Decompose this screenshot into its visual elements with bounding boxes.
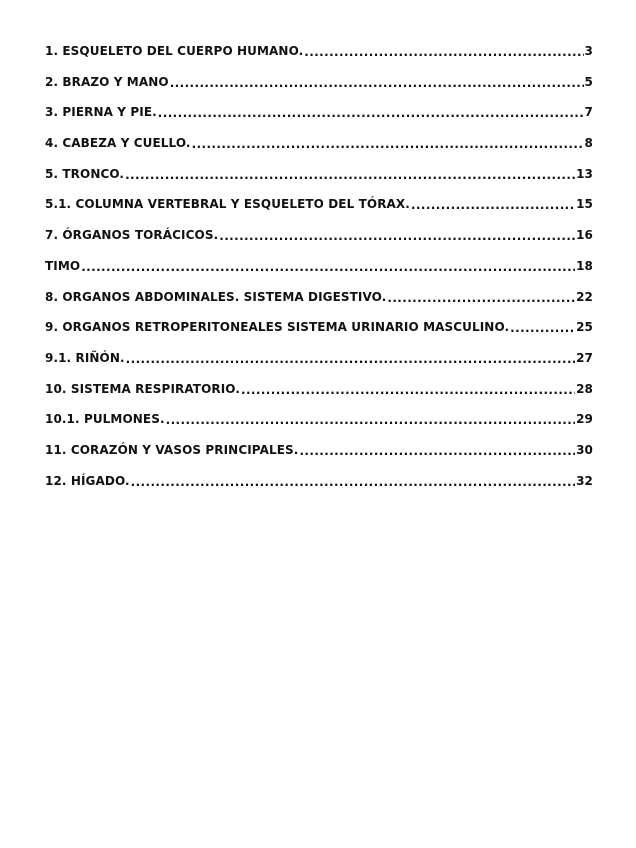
toc-page-number: 16 [576, 228, 593, 243]
toc-entry-title: 1. ESQUELETO DEL CUERPO HUMANO. [45, 44, 304, 58]
toc-dot-leader [192, 137, 584, 151]
toc-entry[interactable] [45, 75, 593, 106]
toc-entry-title: TIMO [45, 258, 81, 273]
toc-entry[interactable] [45, 290, 593, 321]
toc-page-number: 8 [584, 136, 593, 151]
toc-entry[interactable] [45, 228, 593, 259]
toc-entry-title: 12. HÍGADO. [45, 473, 130, 488]
toc-entry-title: 8. ORGANOS ABDOMINALES. SISTEMA DIGESTIVO. [45, 289, 387, 304]
toc-page-number: 7 [584, 105, 593, 120]
toc-entry[interactable] [45, 351, 593, 382]
toc-entry-title: 5.1. COLUMNA VERTEBRAL Y ESQUELETO DEL TÓRAX. [45, 197, 410, 212]
toc-dot-leader [304, 45, 583, 59]
toc-page-number: 3 [584, 44, 593, 58]
toc-dot-leader [411, 198, 575, 212]
toc-page-number: 32 [576, 473, 593, 488]
toc-entry-title: 10. SISTEMA RESPIRATORIO. [45, 381, 240, 396]
toc-dot-leader [126, 352, 575, 366]
toc-entry[interactable] [45, 382, 593, 413]
toc-dot-leader [125, 168, 575, 182]
toc-dot-leader [158, 106, 584, 120]
toc-dot-leader [241, 383, 575, 397]
toc-entry[interactable] [45, 105, 593, 136]
toc-entry[interactable] [45, 259, 593, 290]
toc-page-number: 25 [576, 320, 593, 335]
toc-entry-title: 9. ORGANOS RETROPERITONEALES SISTEMA URINARIO MASCULINO. [45, 320, 510, 335]
toc-page-number: 5 [584, 74, 593, 89]
toc-page-number: 29 [576, 412, 593, 427]
toc-entry-title: 4. CABEZA Y CUELLO. [45, 136, 191, 151]
toc-dot-leader [81, 260, 575, 274]
toc-entry-title: 2. BRAZO Y MANO [45, 74, 169, 89]
toc-page-number: 15 [576, 197, 593, 212]
table-of-contents [45, 44, 593, 504]
toc-dot-leader [510, 321, 575, 335]
toc-entry[interactable] [45, 136, 593, 167]
toc-dot-leader [170, 76, 584, 90]
toc-page-number: 22 [576, 289, 593, 304]
toc-dot-leader [219, 229, 575, 243]
toc-entry-title: 9.1. RIÑÓN. [45, 350, 125, 365]
toc-dot-leader [131, 475, 575, 489]
toc-dot-leader [387, 291, 575, 305]
toc-page-number: 13 [576, 166, 593, 181]
toc-entry-title: 11. CORAZÓN Y VASOS PRINCIPALES. [45, 442, 299, 457]
toc-page-number: 18 [576, 258, 593, 273]
toc-entry-title: 10.1. PULMONES. [45, 412, 165, 427]
toc-entry[interactable] [45, 474, 593, 505]
toc-entry-title: 3. PIERNA Y PIE. [45, 105, 157, 120]
toc-entry[interactable] [45, 167, 593, 198]
toc-entry[interactable] [45, 197, 593, 228]
toc-entry[interactable] [45, 320, 593, 351]
toc-entry-title: 5. TRONCO. [45, 166, 125, 181]
toc-entry[interactable] [45, 44, 593, 75]
toc-entry-title: 7. ÓRGANOS TORÁCICOS. [45, 228, 219, 243]
toc-dot-leader [299, 444, 575, 458]
toc-dot-leader [166, 413, 575, 427]
toc-entry[interactable] [45, 412, 593, 443]
toc-page-number: 28 [576, 381, 593, 396]
toc-page-number: 30 [576, 442, 593, 457]
toc-entry[interactable] [45, 443, 593, 474]
toc-page-number: 27 [576, 350, 593, 365]
